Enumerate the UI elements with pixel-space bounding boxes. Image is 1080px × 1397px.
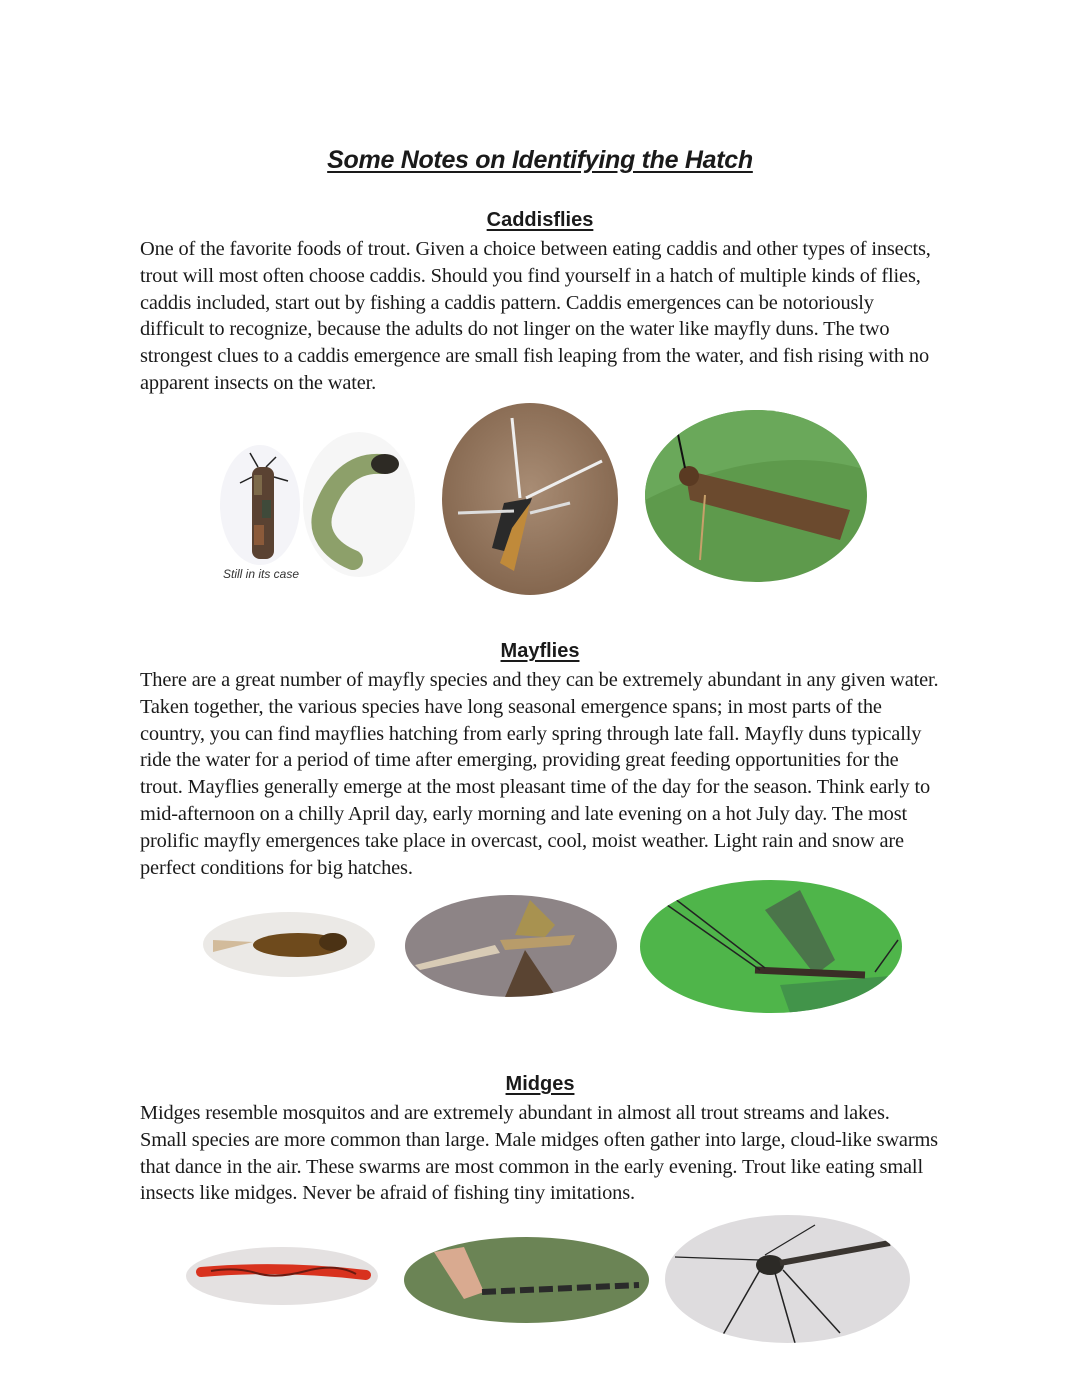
section-body-caddisflies: One of the favorite foods of trout. Given a choice between eating caddis and other types of insects, trout will most often choose caddis. Should you find yourself in a hatch of multiple kinds of flies, caddis included, start out by fishing a caddis pattern. Caddis emergences can be notoriously difficult to recognize, because the adults do not linger on the water like mayfly duns. The two strongest clues to a caddis emergence are small fish leaping from the water, and fish rising with no apparent insects on the water. [140, 238, 931, 394]
midge-adult-photo [665, 1215, 910, 1343]
caddis-adult-photo [645, 410, 867, 582]
section-body-midges: Midges resemble mosquitos and are extremely abundant in almost all trout streams and lakes. Small species are more common than large. Male midges often gather into large, cloud-like swarms that dance in the air. These swarms are most common in the early evening. Trout like eating small insects like midges. Never be afraid of fishing tiny imitations. [140, 1102, 938, 1205]
caddis-larva-case-photo [220, 445, 300, 565]
section-heading-midges: Midges [505, 1073, 575, 1095]
section-heading-caddisflies: Caddisflies [486, 209, 594, 231]
caddis-case-caption: Still in its case [223, 567, 300, 581]
section-body-mayflies: There are a great number of mayfly species and they can be extremely abundant in any given water. Taken together, the various species have long seasonal emergence spans; in most parts of the country, you can find mayflies hatching from early spring through late fall. Mayfly duns typically ride the water for a period of time after emerging, providing great feeding opportunities for the trout. Mayflies generally emerge at the most pleasant time of the day for the season. Think early to mid-afternoon on a chilly April day, early morning and late evening on a hot July day. The most prolific mayfly emergences take place in overcast, cool, moist weather. Light rain and snow are perfect conditions for big hatches. [140, 669, 939, 879]
midge-larva-bloodworm-photo [186, 1247, 378, 1305]
mayfly-emerger-photo [405, 895, 617, 997]
caddis-emerger-photo [442, 403, 618, 595]
midge-emerger-photo [404, 1237, 649, 1323]
mayfly-adult-photo [640, 880, 902, 1013]
document-title: Some Notes on Identifying the Hatch [327, 146, 753, 174]
mayfly-nymph-photo [203, 912, 375, 977]
section-heading-mayflies: Mayflies [500, 640, 580, 662]
caddis-larva-photo [303, 432, 415, 577]
